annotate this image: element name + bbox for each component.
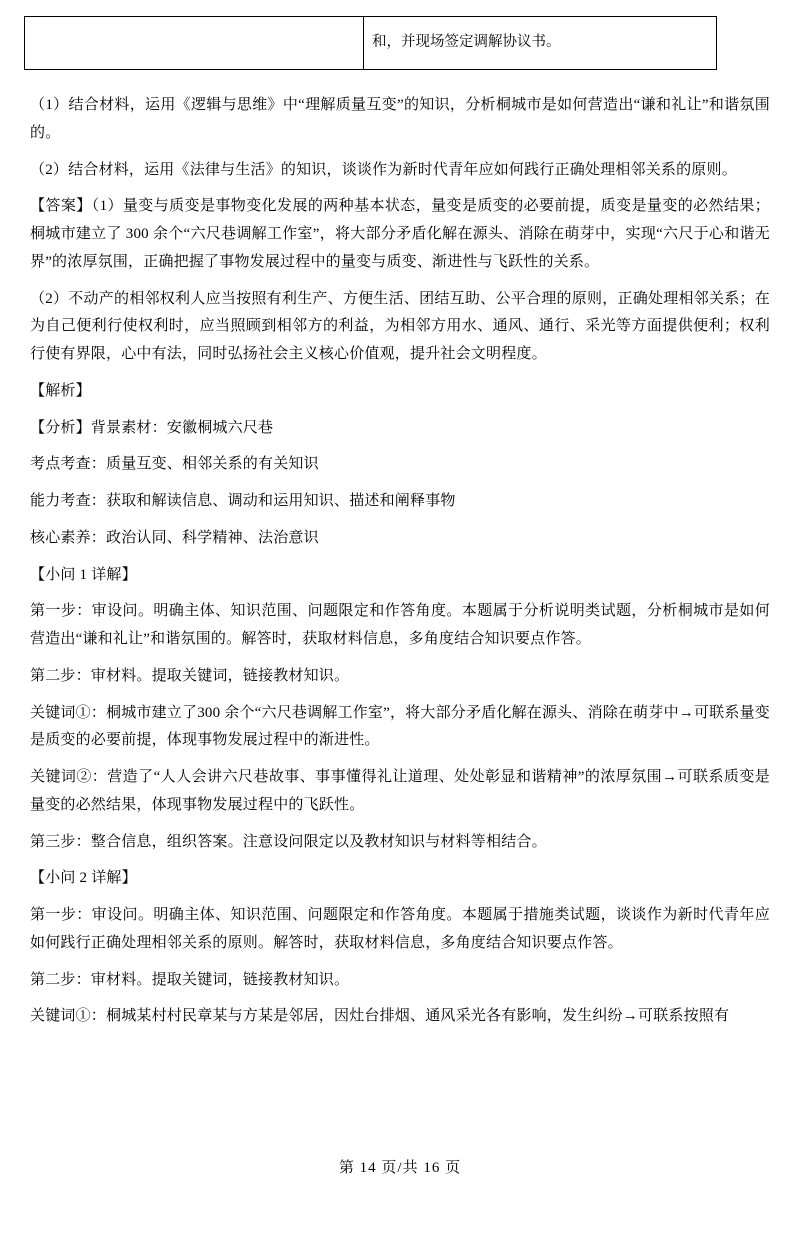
detail-1-paragraph-4: 第三步：整合信息，组织答案。注意设问限定以及教材知识与材料等相结合。: [30, 833, 547, 850]
question-1: （1）结合材料，运用《逻辑与思维》中“理解质量互变”的知识，分析桐城市是如何营造出“谦和礼让”和谐氛围的。: [30, 97, 770, 141]
detail-2-paragraph-2: 关键词①：桐城某村村民章某与方某是邻居，因灶台排烟、通风采光各有影响，发生纠纷→可联系按照有: [30, 1008, 730, 1025]
analysis-item-1: 考点考查：质量互变、相邻关系的有关知识: [30, 456, 319, 473]
answer-text-1: （1）量变与质变是事物变化发展的两种基本状态，量变是质变的必要前提，质变是量变的必然结果；桐城市建立了 300 余个“六尺巷调解工作室”，将大部分矛盾化解在源头、消除在萌芽中，实现“六尺于心和谐无界”的浓厚氛围，正确把握了事物发展过程中的量变与质变、渐进性与飞跃性的关系。: [30, 198, 770, 270]
answer-part-2: （2）不动产的相邻权利人应当按照有利生产、方便生活、团结互助、公平合理的原则，正确处理相邻关系；在为自己便利行使权利时，应当照顾到相邻方的利益，为相邻方用水、通风、通行、采光等方面提供便利；权利行使有界限，心中有法，同时弘扬社会主义核心价值观，提升社会文明程度。: [30, 290, 770, 362]
answer-part-1: [30, 193, 770, 276]
page-footer: 第 14 页/共 16 页: [338, 1160, 462, 1176]
analysis-label: 【解析】: [30, 382, 91, 399]
analysis-item-0: 【分析】背景素材：安徽桐城六尺巷: [30, 419, 274, 436]
detail-2-paragraph-0: 第一步：审设问。明确主体、知识范围、问题限定和作答角度。本题属于措施类试题，谈谈作为新时代青年应如何践行正确处理相邻关系的原则。解答时，获取材料信息，多角度结合知识要点作答。: [30, 907, 770, 951]
table-cell-right: 和，并现场签定调解协议书。: [364, 17, 717, 70]
detail-1-paragraph-2: 关键词①：桐城市建立了300 余个“六尺巷调解工作室”，将大部分矛盾化解在源头、消除在萌芽中→可联系量变是质变的必要前提，体现事物发展过程中的渐进性。: [30, 704, 770, 749]
detail-1-paragraph-1: 第二步：审材料。提取关键词，链接教材知识。: [30, 667, 350, 684]
detail-1-paragraph-3: 关键词②：营造了“人人会讲六尺巷故事、事事懂得礼让道理、处处彰显和谐精神”的浓厚氛围→可联系质变是量变的必然结果，体现事物发展过程中的飞跃性。: [30, 769, 770, 813]
document-body: [30, 92, 770, 1031]
fragment-table: [24, 16, 717, 70]
answer-label: 【答案】: [30, 198, 92, 215]
table-cell-left: [25, 17, 364, 70]
detail-2-heading: 【小问 2 详解】: [30, 870, 137, 887]
detail-1-paragraph-0: 第一步：审设问。明确主体、知识范围、问题限定和作答角度。本题属于分析说明类试题，分析桐城市是如何营造出“谦和礼让”和谐氛围的。解答时，获取材料信息，多角度结合知识要点作答。: [30, 603, 770, 647]
detail-1-heading: 【小问 1 详解】: [30, 566, 137, 583]
document-page: [0, 16, 800, 1239]
table-fragment: [24, 16, 684, 70]
table-row: [25, 17, 717, 70]
analysis-item-2: 能力考查：获取和解读信息、调动和运用知识、描述和阐释事物: [30, 493, 456, 509]
analysis-item-3: 核心素养：政治认同、科学精神、法治意识: [30, 529, 319, 546]
question-2: （2）结合材料，运用《法律与生活》的知识，谈谈作为新时代青年应如何践行正确处理相邻关系的原则。: [30, 161, 737, 178]
detail-2-paragraph-1: 第二步：审材料。提取关键词，链接教材知识。: [30, 971, 350, 988]
